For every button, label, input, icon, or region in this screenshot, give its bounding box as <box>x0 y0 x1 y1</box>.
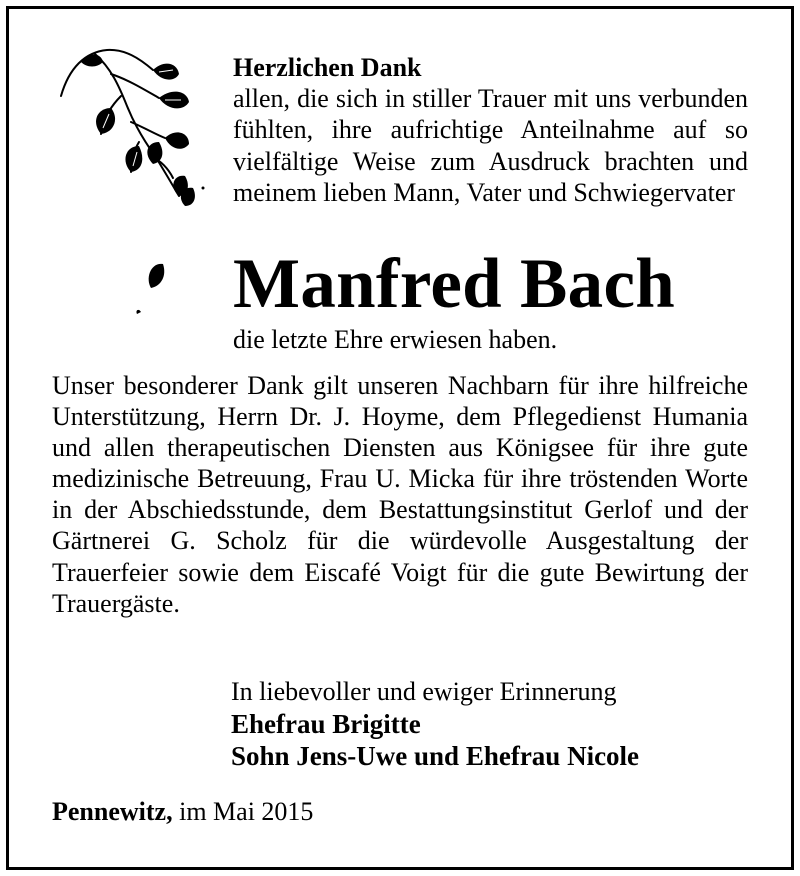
place-date <box>52 796 313 827</box>
deceased-name: Manfred Bach <box>233 245 676 323</box>
place: Pennewitz, <box>52 797 173 826</box>
signature-block <box>231 676 639 772</box>
signature-line-2: Sohn Jens-Uwe und Ehefrau Nicole <box>231 741 640 771</box>
date: im Mai 2015 <box>179 797 314 826</box>
body-text: Unser besonderer Dank gilt unseren Nachbarn für ihre hilfreiche Unterstützung, Herrn Dr. J. Hoyme, dem Pflegedienst Humania und allen therapeutischen Diensten aus Königsee für ihre gute medizinische Betreuung, Frau U. Micka für ihre tröstenden Worte in der Abschiedsstunde, dem Bestattungsinstitut Gerlof und der Gärtnerei G. Scholz für die würdevolle Ausgestaltung der Trauerfeier sowie dem Eiscafé Voigt für die gute Bewirtung der Trauergäste. <box>52 371 748 618</box>
intro-text: allen, die sich in stiller Trauer mit uns verbunden fühlten, ihre aufrichtige Anteilnahme auf so vielfältige Weise zum Ausdruck brachten und meinem lieben Mann, Vater und Schwiegervater <box>233 84 748 207</box>
signature-intro: In liebevoller und ewiger Erinnerung <box>231 677 617 706</box>
after-name-text: die letzte Ehre erwiesen haben. <box>233 325 558 354</box>
signature-line-1: Ehefrau Brigitte <box>231 709 421 739</box>
heading: Herzlichen Dank <box>233 53 422 82</box>
intro-block <box>233 52 748 208</box>
birch-branch-icon <box>55 38 215 328</box>
